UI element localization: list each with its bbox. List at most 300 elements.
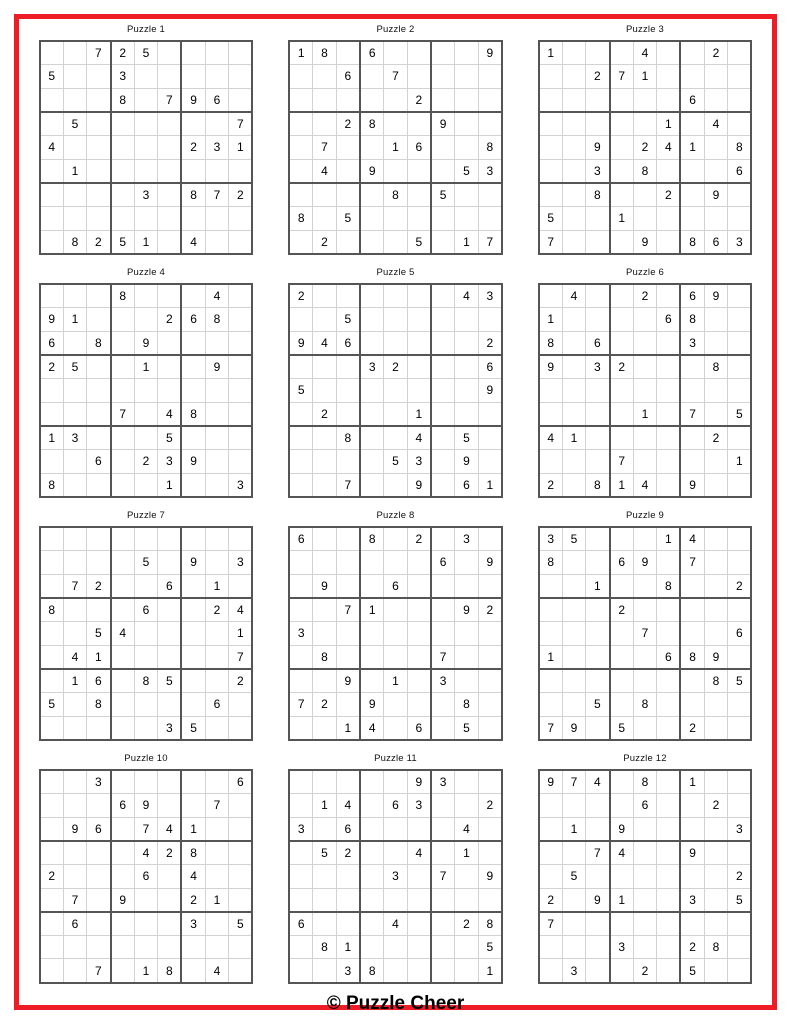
sudoku-cell[interactable]: 9 <box>680 473 704 497</box>
sudoku-cell[interactable] <box>680 622 704 645</box>
sudoku-cell[interactable] <box>680 41 704 65</box>
sudoku-cell[interactable]: 2 <box>704 426 727 450</box>
sudoku-cell[interactable] <box>728 41 752 65</box>
sudoku-cell[interactable] <box>586 865 610 888</box>
sudoku-cell[interactable] <box>360 817 384 841</box>
sudoku-cell[interactable] <box>704 88 727 112</box>
sudoku-cell[interactable] <box>134 622 157 645</box>
sudoku-cell[interactable] <box>633 331 656 355</box>
sudoku-cell[interactable] <box>87 355 111 379</box>
sudoku-cell[interactable] <box>478 841 502 865</box>
sudoku-cell[interactable] <box>205 402 228 426</box>
sudoku-cell[interactable] <box>336 402 360 426</box>
sudoku-cell[interactable]: 3 <box>158 716 182 740</box>
sudoku-cell[interactable] <box>111 693 135 716</box>
sudoku-cell[interactable]: 5 <box>728 669 752 693</box>
sudoku-cell[interactable] <box>63 865 86 888</box>
sudoku-cell[interactable] <box>431 230 455 254</box>
sudoku-cell[interactable] <box>87 527 111 551</box>
sudoku-cell[interactable] <box>657 41 681 65</box>
sudoku-cell[interactable] <box>680 426 704 450</box>
sudoku-cell[interactable] <box>562 159 585 183</box>
sudoku-cell[interactable]: 3 <box>431 669 455 693</box>
sudoku-cell[interactable] <box>431 136 455 159</box>
sudoku-cell[interactable] <box>336 912 360 936</box>
sudoku-cell[interactable] <box>657 473 681 497</box>
sudoku-cell[interactable] <box>539 112 563 136</box>
sudoku-cell[interactable] <box>610 622 634 645</box>
sudoku-cell[interactable]: 1 <box>680 136 704 159</box>
sudoku-cell[interactable]: 5 <box>63 112 86 136</box>
sudoku-grid[interactable] <box>538 283 753 498</box>
sudoku-cell[interactable] <box>562 693 585 716</box>
sudoku-cell[interactable]: 9 <box>181 88 205 112</box>
sudoku-cell[interactable]: 8 <box>87 693 111 716</box>
sudoku-cell[interactable] <box>478 888 502 912</box>
sudoku-cell[interactable] <box>384 230 407 254</box>
sudoku-cell[interactable] <box>562 136 585 159</box>
sudoku-cell[interactable] <box>360 207 384 230</box>
sudoku-cell[interactable]: 3 <box>728 817 752 841</box>
sudoku-cell[interactable] <box>40 716 64 740</box>
sudoku-cell[interactable]: 1 <box>134 355 157 379</box>
sudoku-cell[interactable] <box>205 65 228 88</box>
sudoku-cell[interactable] <box>431 426 455 450</box>
sudoku-cell[interactable] <box>407 308 431 331</box>
sudoku-cell[interactable] <box>478 817 502 841</box>
sudoku-cell[interactable] <box>181 622 205 645</box>
sudoku-grid[interactable] <box>538 40 753 255</box>
sudoku-cell[interactable] <box>205 159 228 183</box>
sudoku-cell[interactable]: 6 <box>704 230 727 254</box>
sudoku-cell[interactable] <box>289 841 313 865</box>
sudoku-cell[interactable] <box>478 426 502 450</box>
sudoku-cell[interactable] <box>111 865 135 888</box>
sudoku-cell[interactable] <box>633 112 656 136</box>
sudoku-cell[interactable] <box>633 88 656 112</box>
sudoku-cell[interactable] <box>478 716 502 740</box>
sudoku-cell[interactable] <box>562 622 585 645</box>
sudoku-cell[interactable]: 2 <box>407 88 431 112</box>
sudoku-cell[interactable]: 2 <box>134 450 157 473</box>
sudoku-cell[interactable] <box>407 645 431 669</box>
sudoku-cell[interactable] <box>539 959 563 983</box>
sudoku-cell[interactable]: 5 <box>134 551 157 574</box>
sudoku-cell[interactable] <box>478 645 502 669</box>
sudoku-cell[interactable] <box>229 402 253 426</box>
sudoku-cell[interactable] <box>586 284 610 308</box>
sudoku-cell[interactable]: 5 <box>562 865 585 888</box>
sudoku-cell[interactable] <box>313 716 336 740</box>
sudoku-cell[interactable] <box>63 331 86 355</box>
sudoku-cell[interactable] <box>87 426 111 450</box>
sudoku-cell[interactable]: 8 <box>633 693 656 716</box>
sudoku-cell[interactable]: 8 <box>111 284 135 308</box>
sudoku-cell[interactable]: 6 <box>134 865 157 888</box>
sudoku-cell[interactable] <box>205 669 228 693</box>
sudoku-cell[interactable] <box>680 112 704 136</box>
sudoku-cell[interactable] <box>680 817 704 841</box>
sudoku-cell[interactable] <box>610 284 634 308</box>
sudoku-cell[interactable] <box>313 770 336 794</box>
sudoku-cell[interactable] <box>633 308 656 331</box>
sudoku-cell[interactable] <box>704 841 727 865</box>
sudoku-cell[interactable] <box>384 693 407 716</box>
sudoku-cell[interactable] <box>336 574 360 598</box>
sudoku-cell[interactable] <box>336 645 360 669</box>
sudoku-cell[interactable] <box>539 794 563 817</box>
sudoku-cell[interactable]: 8 <box>633 159 656 183</box>
sudoku-cell[interactable] <box>40 669 64 693</box>
sudoku-cell[interactable] <box>455 183 478 207</box>
sudoku-cell[interactable] <box>633 574 656 598</box>
sudoku-cell[interactable] <box>704 136 727 159</box>
sudoku-cell[interactable] <box>87 88 111 112</box>
sudoku-cell[interactable] <box>680 450 704 473</box>
sudoku-cell[interactable] <box>111 912 135 936</box>
sudoku-cell[interactable] <box>384 936 407 959</box>
sudoku-cell[interactable]: 1 <box>289 41 313 65</box>
sudoku-cell[interactable]: 3 <box>289 817 313 841</box>
sudoku-cell[interactable] <box>336 865 360 888</box>
sudoku-cell[interactable] <box>181 527 205 551</box>
sudoku-cell[interactable]: 9 <box>205 355 228 379</box>
sudoku-cell[interactable] <box>134 770 157 794</box>
sudoku-cell[interactable]: 8 <box>455 693 478 716</box>
sudoku-cell[interactable] <box>40 551 64 574</box>
sudoku-cell[interactable] <box>407 574 431 598</box>
sudoku-cell[interactable]: 8 <box>539 551 563 574</box>
sudoku-cell[interactable] <box>680 65 704 88</box>
sudoku-cell[interactable] <box>289 426 313 450</box>
sudoku-cell[interactable] <box>205 473 228 497</box>
sudoku-cell[interactable] <box>610 230 634 254</box>
sudoku-cell[interactable] <box>657 888 681 912</box>
sudoku-cell[interactable] <box>181 669 205 693</box>
sudoku-cell[interactable]: 1 <box>63 669 86 693</box>
sudoku-cell[interactable] <box>111 551 135 574</box>
sudoku-cell[interactable] <box>610 865 634 888</box>
sudoku-cell[interactable] <box>111 841 135 865</box>
sudoku-cell[interactable]: 2 <box>633 959 656 983</box>
sudoku-cell[interactable] <box>539 159 563 183</box>
sudoku-cell[interactable] <box>289 959 313 983</box>
sudoku-cell[interactable] <box>181 936 205 959</box>
sudoku-cell[interactable] <box>478 183 502 207</box>
sudoku-cell[interactable] <box>63 136 86 159</box>
sudoku-cell[interactable]: 4 <box>158 817 182 841</box>
sudoku-cell[interactable] <box>633 207 656 230</box>
sudoku-cell[interactable]: 1 <box>229 622 253 645</box>
sudoku-cell[interactable] <box>384 959 407 983</box>
sudoku-cell[interactable]: 2 <box>478 331 502 355</box>
sudoku-cell[interactable] <box>313 473 336 497</box>
sudoku-cell[interactable] <box>134 645 157 669</box>
sudoku-cell[interactable]: 3 <box>87 770 111 794</box>
sudoku-cell[interactable] <box>289 65 313 88</box>
sudoku-cell[interactable] <box>407 331 431 355</box>
sudoku-cell[interactable]: 7 <box>111 402 135 426</box>
sudoku-cell[interactable] <box>657 598 681 622</box>
sudoku-cell[interactable]: 3 <box>360 355 384 379</box>
sudoku-cell[interactable]: 5 <box>40 693 64 716</box>
sudoku-cell[interactable] <box>539 284 563 308</box>
sudoku-cell[interactable] <box>313 88 336 112</box>
sudoku-cell[interactable] <box>360 551 384 574</box>
sudoku-cell[interactable] <box>205 331 228 355</box>
sudoku-cell[interactable]: 8 <box>205 308 228 331</box>
sudoku-cell[interactable]: 3 <box>728 230 752 254</box>
sudoku-cell[interactable] <box>455 551 478 574</box>
sudoku-cell[interactable] <box>229 450 253 473</box>
sudoku-cell[interactable] <box>431 527 455 551</box>
sudoku-cell[interactable]: 9 <box>478 865 502 888</box>
sudoku-cell[interactable] <box>384 645 407 669</box>
sudoku-cell[interactable] <box>680 669 704 693</box>
sudoku-cell[interactable] <box>205 716 228 740</box>
sudoku-cell[interactable] <box>40 527 64 551</box>
sudoku-cell[interactable] <box>205 936 228 959</box>
sudoku-cell[interactable] <box>431 473 455 497</box>
sudoku-cell[interactable] <box>360 841 384 865</box>
sudoku-cell[interactable]: 1 <box>384 669 407 693</box>
sudoku-cell[interactable] <box>562 207 585 230</box>
sudoku-cell[interactable]: 9 <box>586 888 610 912</box>
sudoku-cell[interactable] <box>704 65 727 88</box>
sudoku-cell[interactable]: 7 <box>680 551 704 574</box>
sudoku-cell[interactable] <box>87 136 111 159</box>
sudoku-cell[interactable]: 9 <box>704 284 727 308</box>
sudoku-cell[interactable]: 3 <box>680 331 704 355</box>
sudoku-cell[interactable] <box>431 959 455 983</box>
sudoku-cell[interactable] <box>431 379 455 402</box>
sudoku-cell[interactable] <box>657 88 681 112</box>
sudoku-cell[interactable] <box>229 817 253 841</box>
sudoku-cell[interactable]: 2 <box>313 402 336 426</box>
sudoku-cell[interactable] <box>455 88 478 112</box>
sudoku-cell[interactable] <box>111 159 135 183</box>
sudoku-cell[interactable] <box>134 308 157 331</box>
sudoku-cell[interactable] <box>181 159 205 183</box>
sudoku-cell[interactable] <box>158 622 182 645</box>
sudoku-cell[interactable] <box>289 716 313 740</box>
sudoku-cell[interactable] <box>586 207 610 230</box>
sudoku-cell[interactable] <box>680 598 704 622</box>
sudoku-cell[interactable]: 4 <box>704 112 727 136</box>
sudoku-cell[interactable]: 4 <box>633 473 656 497</box>
sudoku-cell[interactable] <box>539 65 563 88</box>
sudoku-cell[interactable]: 9 <box>181 450 205 473</box>
sudoku-cell[interactable]: 1 <box>657 527 681 551</box>
sudoku-cell[interactable]: 7 <box>633 622 656 645</box>
sudoku-cell[interactable]: 1 <box>134 959 157 983</box>
sudoku-cell[interactable] <box>704 817 727 841</box>
sudoku-cell[interactable] <box>704 308 727 331</box>
sudoku-cell[interactable] <box>657 841 681 865</box>
sudoku-cell[interactable] <box>680 207 704 230</box>
sudoku-cell[interactable] <box>360 450 384 473</box>
sudoku-cell[interactable]: 6 <box>680 88 704 112</box>
sudoku-cell[interactable] <box>704 207 727 230</box>
sudoku-cell[interactable] <box>336 183 360 207</box>
sudoku-cell[interactable] <box>586 622 610 645</box>
sudoku-cell[interactable] <box>657 402 681 426</box>
sudoku-cell[interactable] <box>586 551 610 574</box>
sudoku-cell[interactable] <box>63 450 86 473</box>
sudoku-cell[interactable] <box>610 669 634 693</box>
sudoku-cell[interactable] <box>134 207 157 230</box>
sudoku-cell[interactable] <box>586 912 610 936</box>
sudoku-cell[interactable]: 2 <box>586 65 610 88</box>
sudoku-cell[interactable]: 1 <box>205 574 228 598</box>
sudoku-cell[interactable] <box>40 794 64 817</box>
sudoku-cell[interactable] <box>610 88 634 112</box>
sudoku-cell[interactable] <box>87 716 111 740</box>
sudoku-cell[interactable] <box>63 716 86 740</box>
sudoku-cell[interactable] <box>431 936 455 959</box>
sudoku-cell[interactable]: 4 <box>407 841 431 865</box>
sudoku-cell[interactable]: 8 <box>704 669 727 693</box>
sudoku-cell[interactable] <box>63 88 86 112</box>
sudoku-cell[interactable]: 3 <box>407 794 431 817</box>
sudoku-cell[interactable]: 1 <box>539 308 563 331</box>
sudoku-cell[interactable] <box>229 308 253 331</box>
sudoku-cell[interactable] <box>384 527 407 551</box>
sudoku-cell[interactable] <box>562 912 585 936</box>
sudoku-grid[interactable] <box>39 40 254 255</box>
sudoku-cell[interactable]: 6 <box>407 716 431 740</box>
sudoku-cell[interactable] <box>134 159 157 183</box>
sudoku-cell[interactable] <box>384 888 407 912</box>
sudoku-cell[interactable] <box>158 770 182 794</box>
sudoku-cell[interactable] <box>181 959 205 983</box>
sudoku-cell[interactable] <box>158 183 182 207</box>
sudoku-cell[interactable] <box>539 88 563 112</box>
sudoku-cell[interactable]: 4 <box>158 402 182 426</box>
sudoku-cell[interactable]: 7 <box>586 841 610 865</box>
sudoku-cell[interactable] <box>562 669 585 693</box>
sudoku-cell[interactable] <box>633 183 656 207</box>
sudoku-cell[interactable]: 6 <box>289 912 313 936</box>
sudoku-cell[interactable] <box>704 770 727 794</box>
sudoku-cell[interactable] <box>87 402 111 426</box>
sudoku-cell[interactable] <box>633 379 656 402</box>
sudoku-cell[interactable]: 9 <box>586 136 610 159</box>
sudoku-cell[interactable]: 6 <box>289 527 313 551</box>
sudoku-cell[interactable] <box>134 693 157 716</box>
sudoku-cell[interactable] <box>539 669 563 693</box>
sudoku-cell[interactable]: 8 <box>181 183 205 207</box>
sudoku-cell[interactable] <box>360 794 384 817</box>
sudoku-cell[interactable] <box>229 936 253 959</box>
sudoku-cell[interactable]: 2 <box>181 888 205 912</box>
sudoku-cell[interactable]: 5 <box>313 841 336 865</box>
sudoku-cell[interactable] <box>431 207 455 230</box>
sudoku-cell[interactable]: 3 <box>586 159 610 183</box>
sudoku-cell[interactable] <box>134 473 157 497</box>
sudoku-cell[interactable] <box>158 912 182 936</box>
sudoku-cell[interactable]: 5 <box>158 426 182 450</box>
sudoku-cell[interactable] <box>728 693 752 716</box>
sudoku-cell[interactable]: 4 <box>657 136 681 159</box>
sudoku-cell[interactable] <box>87 159 111 183</box>
sudoku-cell[interactable] <box>313 669 336 693</box>
sudoku-cell[interactable]: 4 <box>181 230 205 254</box>
sudoku-cell[interactable]: 6 <box>633 794 656 817</box>
sudoku-cell[interactable] <box>313 112 336 136</box>
sudoku-cell[interactable] <box>63 65 86 88</box>
sudoku-cell[interactable]: 5 <box>336 207 360 230</box>
sudoku-cell[interactable] <box>134 284 157 308</box>
sudoku-cell[interactable] <box>610 112 634 136</box>
sudoku-cell[interactable] <box>87 112 111 136</box>
sudoku-cell[interactable]: 9 <box>336 669 360 693</box>
sudoku-cell[interactable]: 7 <box>205 183 228 207</box>
sudoku-cell[interactable] <box>562 88 585 112</box>
sudoku-cell[interactable]: 2 <box>704 41 727 65</box>
sudoku-cell[interactable]: 1 <box>728 450 752 473</box>
sudoku-cell[interactable] <box>336 230 360 254</box>
sudoku-cell[interactable]: 6 <box>87 669 111 693</box>
sudoku-cell[interactable] <box>657 817 681 841</box>
sudoku-cell[interactable] <box>539 574 563 598</box>
sudoku-cell[interactable] <box>431 308 455 331</box>
sudoku-cell[interactable] <box>134 136 157 159</box>
sudoku-cell[interactable] <box>633 450 656 473</box>
sudoku-cell[interactable] <box>134 574 157 598</box>
sudoku-cell[interactable] <box>336 159 360 183</box>
sudoku-cell[interactable]: 2 <box>610 355 634 379</box>
sudoku-cell[interactable] <box>181 112 205 136</box>
sudoku-cell[interactable] <box>40 770 64 794</box>
sudoku-cell[interactable]: 6 <box>63 912 86 936</box>
sudoku-cell[interactable] <box>205 551 228 574</box>
sudoku-cell[interactable] <box>478 207 502 230</box>
sudoku-cell[interactable]: 4 <box>313 331 336 355</box>
sudoku-cell[interactable] <box>158 645 182 669</box>
sudoku-cell[interactable]: 6 <box>336 65 360 88</box>
sudoku-cell[interactable] <box>181 41 205 65</box>
sudoku-cell[interactable] <box>728 379 752 402</box>
sudoku-cell[interactable]: 2 <box>40 355 64 379</box>
sudoku-cell[interactable] <box>360 888 384 912</box>
sudoku-cell[interactable]: 3 <box>610 936 634 959</box>
sudoku-cell[interactable] <box>610 308 634 331</box>
sudoku-cell[interactable]: 2 <box>680 716 704 740</box>
sudoku-cell[interactable]: 1 <box>360 598 384 622</box>
sudoku-cell[interactable] <box>336 88 360 112</box>
sudoku-cell[interactable]: 9 <box>134 794 157 817</box>
sudoku-cell[interactable]: 6 <box>336 331 360 355</box>
sudoku-cell[interactable] <box>478 622 502 645</box>
sudoku-cell[interactable] <box>586 645 610 669</box>
sudoku-cell[interactable]: 2 <box>87 574 111 598</box>
sudoku-cell[interactable] <box>63 284 86 308</box>
sudoku-cell[interactable] <box>40 112 64 136</box>
sudoku-cell[interactable] <box>87 183 111 207</box>
sudoku-cell[interactable] <box>158 331 182 355</box>
sudoku-cell[interactable]: 8 <box>704 355 727 379</box>
sudoku-cell[interactable]: 9 <box>478 41 502 65</box>
sudoku-cell[interactable] <box>431 88 455 112</box>
sudoku-cell[interactable]: 1 <box>478 473 502 497</box>
sudoku-grid[interactable] <box>39 526 254 741</box>
sudoku-cell[interactable] <box>40 912 64 936</box>
sudoku-cell[interactable] <box>158 41 182 65</box>
sudoku-cell[interactable]: 6 <box>181 308 205 331</box>
sudoku-cell[interactable] <box>336 770 360 794</box>
sudoku-cell[interactable] <box>431 402 455 426</box>
